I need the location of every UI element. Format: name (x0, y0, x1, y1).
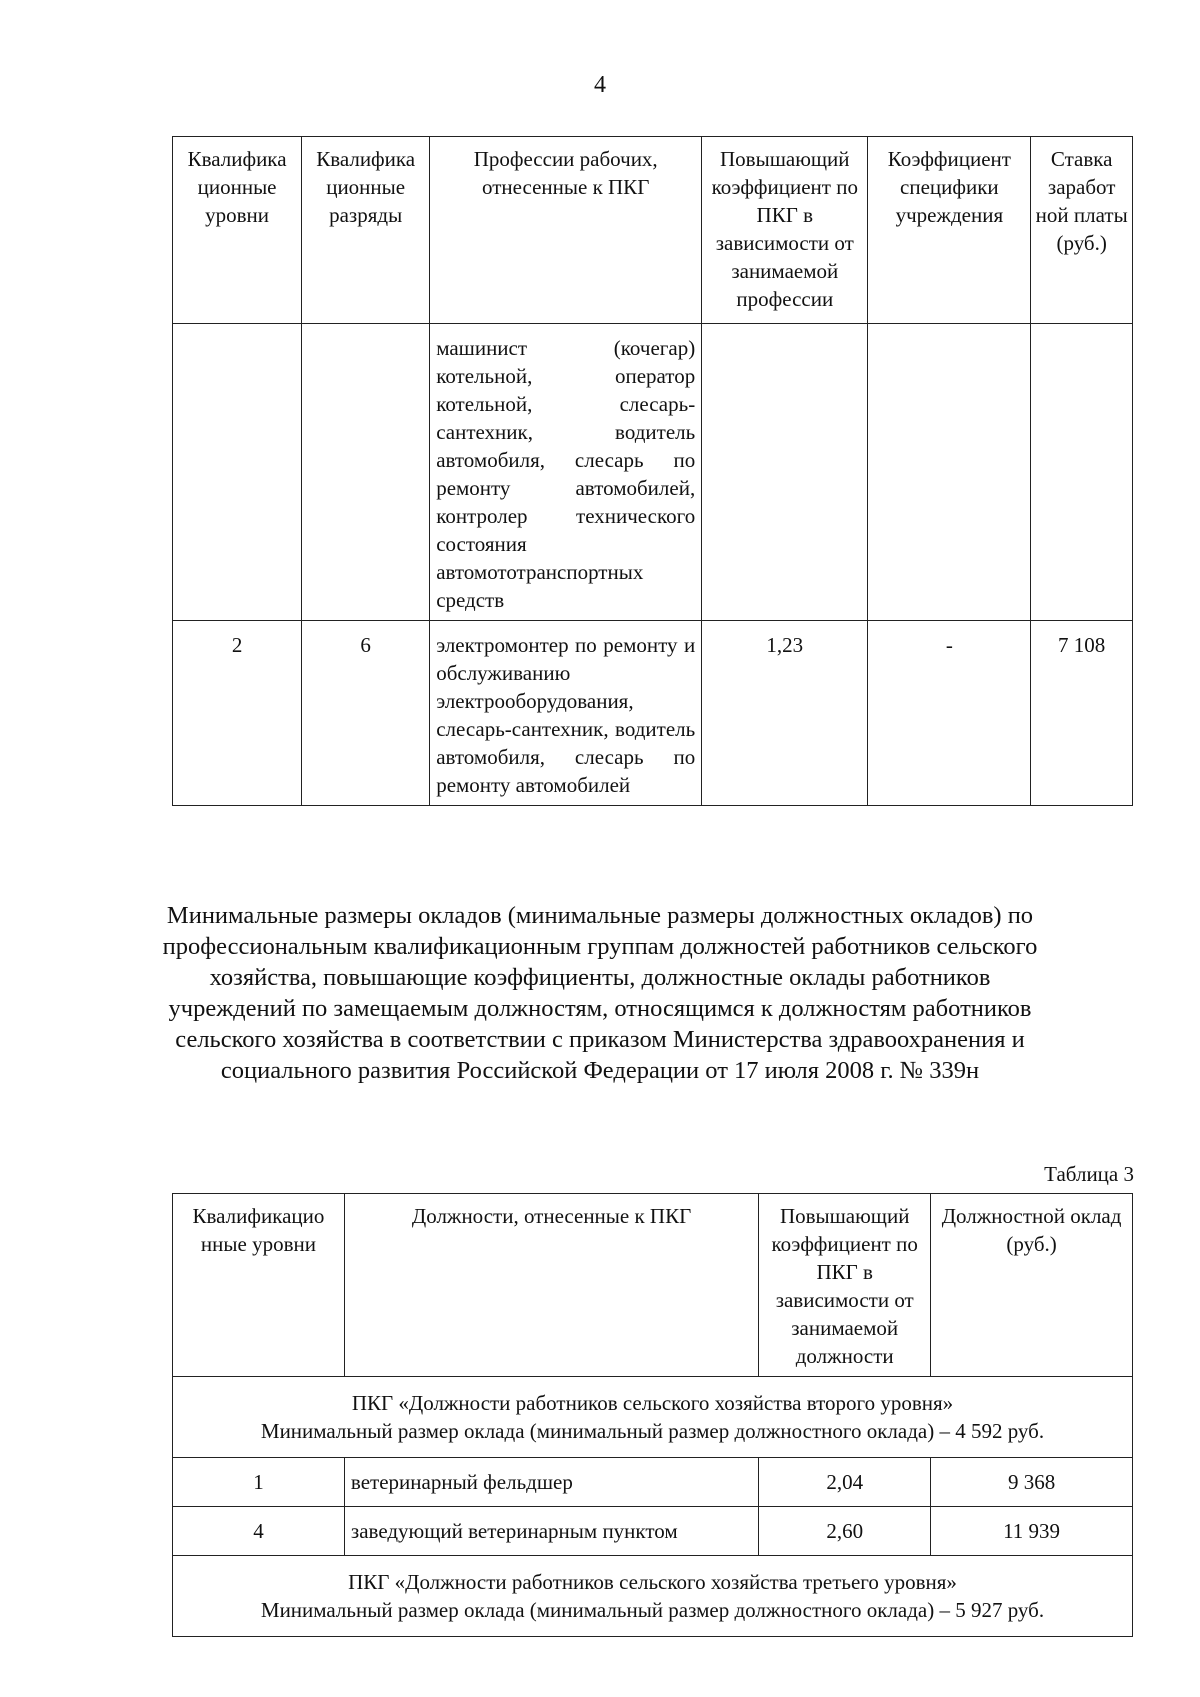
cell-specific: - (868, 621, 1031, 806)
table3-header-coef: Повышающий коэффициент по ПКГ в зависимости от занимаемой должности (759, 1194, 931, 1377)
table-professions (172, 136, 1133, 806)
group-title: ПКГ «Должности работников сельского хозяйства второго уровня» (351, 1391, 954, 1415)
cell-level: 2 (173, 621, 302, 806)
cell-specific (868, 324, 1031, 621)
cell-rate (1031, 324, 1133, 621)
table-row (173, 1507, 1133, 1556)
table3-header-position: Должности, отнесенные к ПКГ (344, 1194, 758, 1377)
table-row (173, 621, 1133, 806)
cell-salary: 9 368 (931, 1458, 1133, 1507)
cell-coef: 1,23 (702, 621, 868, 806)
cell-rate: 7 108 (1031, 621, 1133, 806)
cell-salary: 11 939 (931, 1507, 1133, 1556)
cell-level: 4 (173, 1507, 345, 1556)
group-row (173, 1377, 1133, 1458)
table-row (173, 324, 1133, 621)
table1-header-level: Квалифика ционные уровни (173, 137, 302, 324)
table1-header-professions: Профессии рабочих, отнесенные к ПКГ (430, 137, 702, 324)
group-row (173, 1556, 1133, 1637)
cell-professions: машинист (кочегар) котельной, оператор котельной, слесарь-сантехник, водитель автомобиля, слесарь по ремонту автомобилей, контролер технического состояния автомототранспортных средств (430, 324, 702, 621)
table3-header-salary: Должностной оклад (руб.) (931, 1194, 1133, 1377)
group-title: ПКГ «Должности работников сельского хозяйства третьего уровня» (348, 1570, 957, 1594)
cell-grade: 6 (302, 621, 430, 806)
cell-coef (702, 324, 868, 621)
table-agriculture-positions (172, 1193, 1133, 1637)
table3-header-level: Квалификацио нные уровни (173, 1194, 345, 1377)
table1-header-coef: Повышающий коэффициент по ПКГ в зависимости от занимаемой профессии (702, 137, 868, 324)
page-number: 4 (594, 72, 606, 98)
table1-header-specific: Коэффициент специфики учреждения (868, 137, 1031, 324)
group-heading (173, 1377, 1133, 1458)
group-heading (173, 1556, 1133, 1637)
cell-coef: 2,60 (759, 1507, 931, 1556)
table3-header-row (173, 1194, 1133, 1377)
cell-level (173, 324, 302, 621)
group-min-salary: Минимальный размер оклада (минимальный размер должностного оклада) – 5 927 руб. (260, 1598, 1045, 1622)
cell-level: 1 (173, 1458, 345, 1507)
section-title: Минимальные размеры окладов (минимальные размеры должностных окладов) по профессиональным квалификационным группам должностей работников сельского хозяйства, повышающие коэффициенты, должностные оклады работников учреждений по замещаемым должностям, относящимся к должностям работников сельского хозяйства в соответствии с приказом Министерства здравоохранения и социального развития Российской Федерации от 17 июля 2008 г. № 339н (162, 902, 1038, 1084)
group-min-salary: Минимальный размер оклада (минимальный размер должностного оклада) – 4 592 руб. (260, 1419, 1045, 1443)
table1-header-rate: Ставка заработ ной платы (руб.) (1031, 137, 1133, 324)
table-row (173, 1458, 1133, 1507)
cell-position: ветеринарный фельдшер (344, 1458, 758, 1507)
cell-coef: 2,04 (759, 1458, 931, 1507)
cell-grade (302, 324, 430, 621)
cell-professions: электромонтер по ремонту и обслуживанию электрооборудования, слесарь-сантехник, водитель автомобиля, слесарь по ремонту автомобилей (430, 621, 702, 806)
table1-header-grade: Квалифика ционные разряды (302, 137, 430, 324)
cell-position: заведующий ветеринарным пунктом (344, 1507, 758, 1556)
table1-header-row (173, 137, 1133, 324)
table-label: Таблица 3 (1044, 1162, 1134, 1186)
